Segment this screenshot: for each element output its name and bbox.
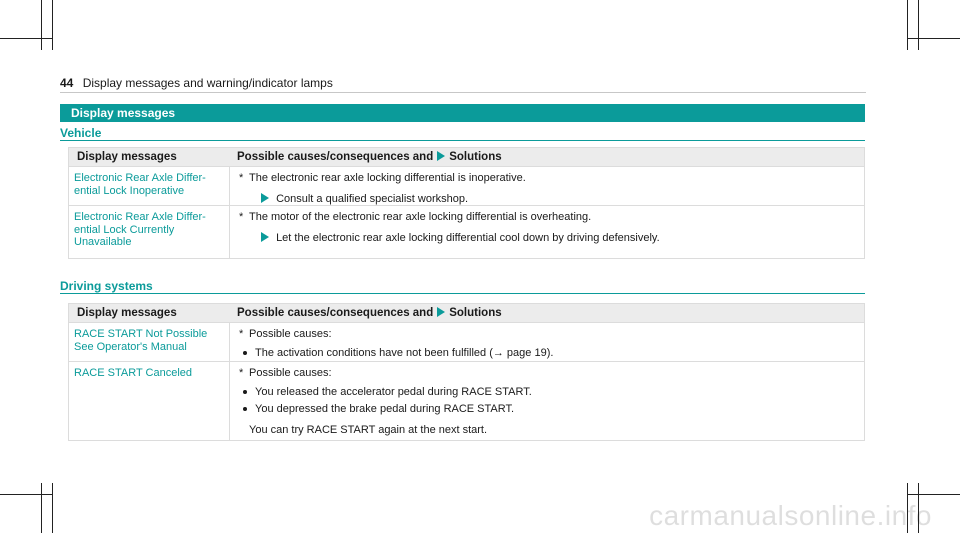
crop-mark: [52, 0, 53, 50]
table-row: [69, 361, 864, 440]
watermark: carmanualsonline.info: [649, 500, 932, 531]
section-title-vehicle: Vehicle: [60, 126, 102, 140]
row-description: [239, 172, 859, 206]
row-marker: *: [239, 328, 244, 340]
note-text: You can try RACE START again at the next start.: [249, 424, 488, 436]
page-number: 44: [60, 76, 74, 90]
display-message: Electronic Rear Axle Differ- ential Lock Currently Unavailable: [74, 211, 206, 248]
crop-mark: [907, 38, 960, 39]
col-header-messages: Display messages: [77, 307, 177, 319]
crop-mark: [41, 0, 42, 50]
table-row: [69, 166, 864, 205]
cause-text: The electronic rear axle locking differential is inoperative.: [249, 172, 526, 184]
crop-mark: [907, 0, 908, 50]
bullet-item: You released the accelerator pedal during RACE START.: [239, 386, 859, 403]
col-header-solutions: Possible causes/consequences and Solutions: [237, 307, 502, 319]
solution-text: Let the electronic rear axle locking differential cool down by driving defensively.: [276, 232, 660, 244]
bullet-item: You depressed the brake pedal during RACE START.: [239, 403, 859, 420]
display-message: RACE START Canceled: [74, 367, 192, 379]
crop-mark: [0, 494, 53, 495]
play-arrow-icon: [261, 193, 269, 203]
table-row: [69, 205, 864, 258]
row-marker: *: [239, 172, 244, 184]
page-header: [60, 76, 333, 90]
row-description: [239, 211, 859, 245]
play-arrow-icon: [437, 307, 445, 317]
row-description: [239, 367, 859, 437]
cause-text: Possible causes:: [249, 367, 332, 379]
messages-table-driving-systems: [68, 303, 865, 441]
page-header-title: Display messages and warning/indicator lamps: [82, 76, 333, 90]
row-marker: *: [239, 211, 244, 223]
section-banner: [60, 104, 865, 122]
cause-text: Possible causes:: [249, 328, 332, 340]
table-header: [69, 304, 864, 322]
section-divider: [60, 140, 865, 141]
solution-text: Consult a qualified specialist workshop.: [276, 193, 469, 205]
section-title-driving-systems: Driving systems: [60, 279, 153, 293]
bullet-item: The activation conditions have not been fulfilled (→ page 19).: [239, 347, 859, 364]
row-description: [239, 328, 859, 364]
play-arrow-icon: [261, 232, 269, 242]
header-divider: [60, 92, 866, 93]
display-message: Electronic Rear Axle Differ- ential Lock Inoperative: [74, 172, 206, 197]
col-header-solutions: Possible causes/consequences and Solutions: [237, 151, 502, 163]
cause-text: The motor of the electronic rear axle locking differential is overheating.: [249, 211, 592, 223]
col-header-messages: Display messages: [77, 151, 177, 163]
play-arrow-icon: [437, 151, 445, 161]
table-header: [69, 148, 864, 166]
crop-mark: [918, 0, 919, 50]
table-row: [69, 322, 864, 361]
messages-table-vehicle: [68, 147, 865, 259]
banner-title: Display messages: [71, 106, 176, 120]
crop-mark: [41, 483, 42, 533]
section-divider: [60, 293, 865, 294]
crop-mark: [907, 494, 960, 495]
display-message: RACE START Not Possible See Operator's Manual: [74, 328, 208, 353]
row-marker: *: [239, 367, 244, 379]
crop-mark: [0, 38, 53, 39]
crop-mark: [52, 483, 53, 533]
